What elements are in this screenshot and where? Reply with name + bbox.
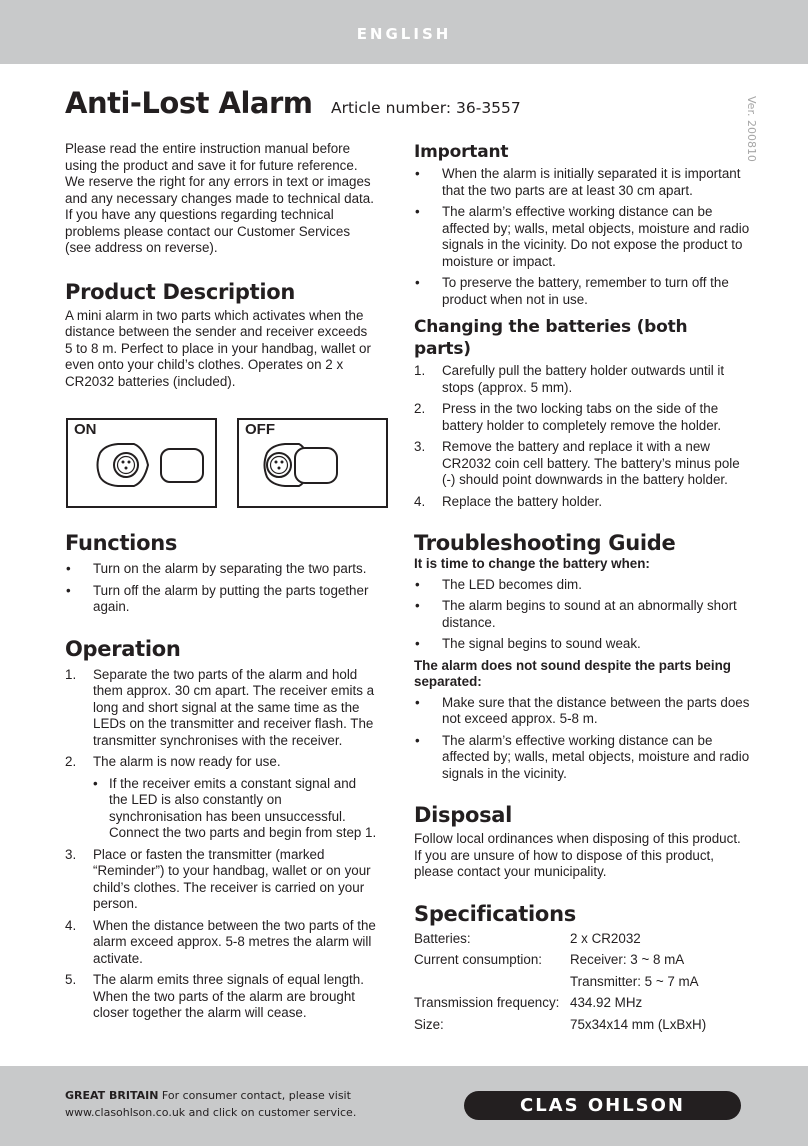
table-row: Transmission frequency: 434.92 MHz — [414, 995, 643, 1010]
disposal-text: Follow local ordinances when disposing of this product. If you are unsure of how to dispose of this product, please contact your municipality. — [414, 831, 741, 879]
table-row: Batteries: 2 x CR2032 — [414, 930, 641, 946]
product-description-heading: Product Description — [65, 279, 296, 304]
off-diagram — [237, 418, 388, 508]
footer-contact-text: For consumer contact, please visit www.clasohlson.co.uk and click on customer service. — [65, 1089, 357, 1119]
footer-contact — [65, 1087, 465, 1121]
list-item: • Turn off the alarm by putting the parts together again. — [65, 583, 377, 616]
list-item: • To preserve the battery, remember to turn off the product when not in use. — [414, 275, 750, 308]
list-item: 1. Carefully pull the battery holder outwards until it stops (approx. 5 mm). — [414, 363, 725, 395]
important-heading: Important — [414, 142, 509, 162]
intro-text: Please read the entire instruction manual before using the product and save it for future reference. We reserve the right for any errors in text or images and any necessary changes made to technical data. If you have any questions regarding technical problems please contact our Customer Services (see address on reverse). — [65, 141, 374, 255]
version-label: Ver. 200810 — [745, 96, 758, 162]
specifications-heading: Specifications — [414, 901, 576, 926]
table-row: Transmitter: 5 ~ 7 mA — [570, 973, 699, 989]
on-diagram — [66, 418, 217, 508]
right-column — [414, 141, 750, 1038]
list-item: • The alarm’s effective working distance can be affected by; walls, metal objects, moisture and radio signals in the vicinity. — [414, 733, 750, 783]
clas-ohlson-logo: CLAS OHLSON — [464, 1091, 741, 1120]
list-item: 4. When the distance between the two parts of the alarm exceed approx. 5-8 metres the alarm will activate. — [65, 917, 376, 966]
list-item: • The alarm begins to sound at an abnormally short distance. — [414, 598, 750, 631]
functions-heading: Functions — [65, 531, 178, 555]
batteries-steps — [414, 363, 750, 510]
batteries-heading: Changing the batteries (both parts) — [414, 317, 688, 359]
on-label: ON — [74, 421, 97, 438]
list-item: 3. Place or fasten the transmitter (marked “Reminder”) to your handbag, wallet or on your child’s clothes. The receiver is carried on your person. — [65, 846, 371, 911]
language-label: ENGLISH — [356, 25, 452, 43]
left-column — [65, 141, 377, 1022]
operation-heading: Operation — [65, 636, 181, 661]
functions-list — [65, 561, 377, 616]
title-row — [65, 86, 521, 120]
disposal-heading: Disposal — [414, 803, 513, 827]
list-item: • When the alarm is initially separated it is important that the two parts are at least 30 cm apart. — [414, 166, 750, 199]
troubleshooting-list-2 — [414, 695, 750, 783]
product-description-text: A mini alarm in two parts which activates when the distance between the sender and receiver exceeds 5 to 8 m. Perfect to place in your handbag, wallet or even onto your child’s clothes. Operates on 2 x CR2032 batteries (included). — [65, 307, 371, 389]
table-row: Size: 75x34x14 mm (LxBxH) — [414, 1016, 707, 1032]
troubleshooting-heading: Troubleshooting Guide — [414, 531, 676, 555]
list-item: 5. The alarm emits three signals of equal length. When the two parts of the alarm are brought closer together the alarm will cease. — [65, 972, 364, 1020]
page-title: Anti-Lost Alarm — [65, 86, 313, 120]
list-item: • Make sure that the distance between the parts does not exceed approx. 5-8 m. — [414, 695, 750, 728]
list-item: 2. Press in the two locking tabs on the side of the battery holder to completely remove the holder. — [414, 401, 722, 433]
list-item: • The signal begins to sound weak. — [414, 636, 750, 653]
list-item: • The alarm’s effective working distance can be affected by; walls, metal objects, moisture and radio signals in the vicinity. Do not expose the product to moisture or impact. — [414, 204, 750, 270]
article-number: Article number: 36-3557 — [330, 99, 521, 117]
alarm-joined-icon — [239, 420, 390, 510]
alarm-separated-icon — [68, 420, 219, 510]
list-item: • The LED becomes dim. — [414, 577, 750, 594]
list-item: 1. Separate the two parts of the alarm and hold them approx. 30 cm apart. The receiver emits a long and short signal at the same time as the LEDs on the transmitter and receiver flash. The transmitter synchronises with the receiver. — [65, 666, 375, 748]
off-label: OFF — [245, 421, 275, 438]
list-item: • If the receiver emits a constant signal and the LED is also constantly on synchronisation has been unsuccessful. Connect the two parts and begin from step 1. — [93, 776, 377, 842]
header-band — [0, 0, 808, 64]
list-item: 3. Remove the battery and replace it with a new CR2032 coin cell battery. The battery’s minus pole (-) should point downwards in the battery holder. — [414, 439, 740, 487]
list-item: 4. Replace the battery holder. — [414, 493, 603, 509]
troubleshooting-subhead-1: It is time to change the battery when: — [414, 556, 650, 571]
footer-country: GREAT BRITAIN — [65, 1089, 159, 1102]
list-item: 2. The alarm is now ready for use. • If the receiver emits a constant signal and the LED is also constantly on synchronisation has been unsuccessful. Connect the two parts and begin from step 1. — [65, 754, 377, 842]
important-list — [414, 166, 750, 308]
operation-sublist — [93, 776, 377, 842]
table-row: Current consumption: Receiver: 3 ~ 8 mA — [414, 952, 685, 967]
troubleshooting-list-1 — [414, 577, 750, 653]
operation-steps — [65, 667, 377, 1022]
list-item: • Turn on the alarm by separating the two parts. — [65, 561, 377, 578]
on-off-diagram — [65, 418, 377, 510]
specifications-table — [414, 931, 706, 1039]
troubleshooting-subhead-2: The alarm does not sound despite the parts being separated: — [414, 657, 731, 689]
